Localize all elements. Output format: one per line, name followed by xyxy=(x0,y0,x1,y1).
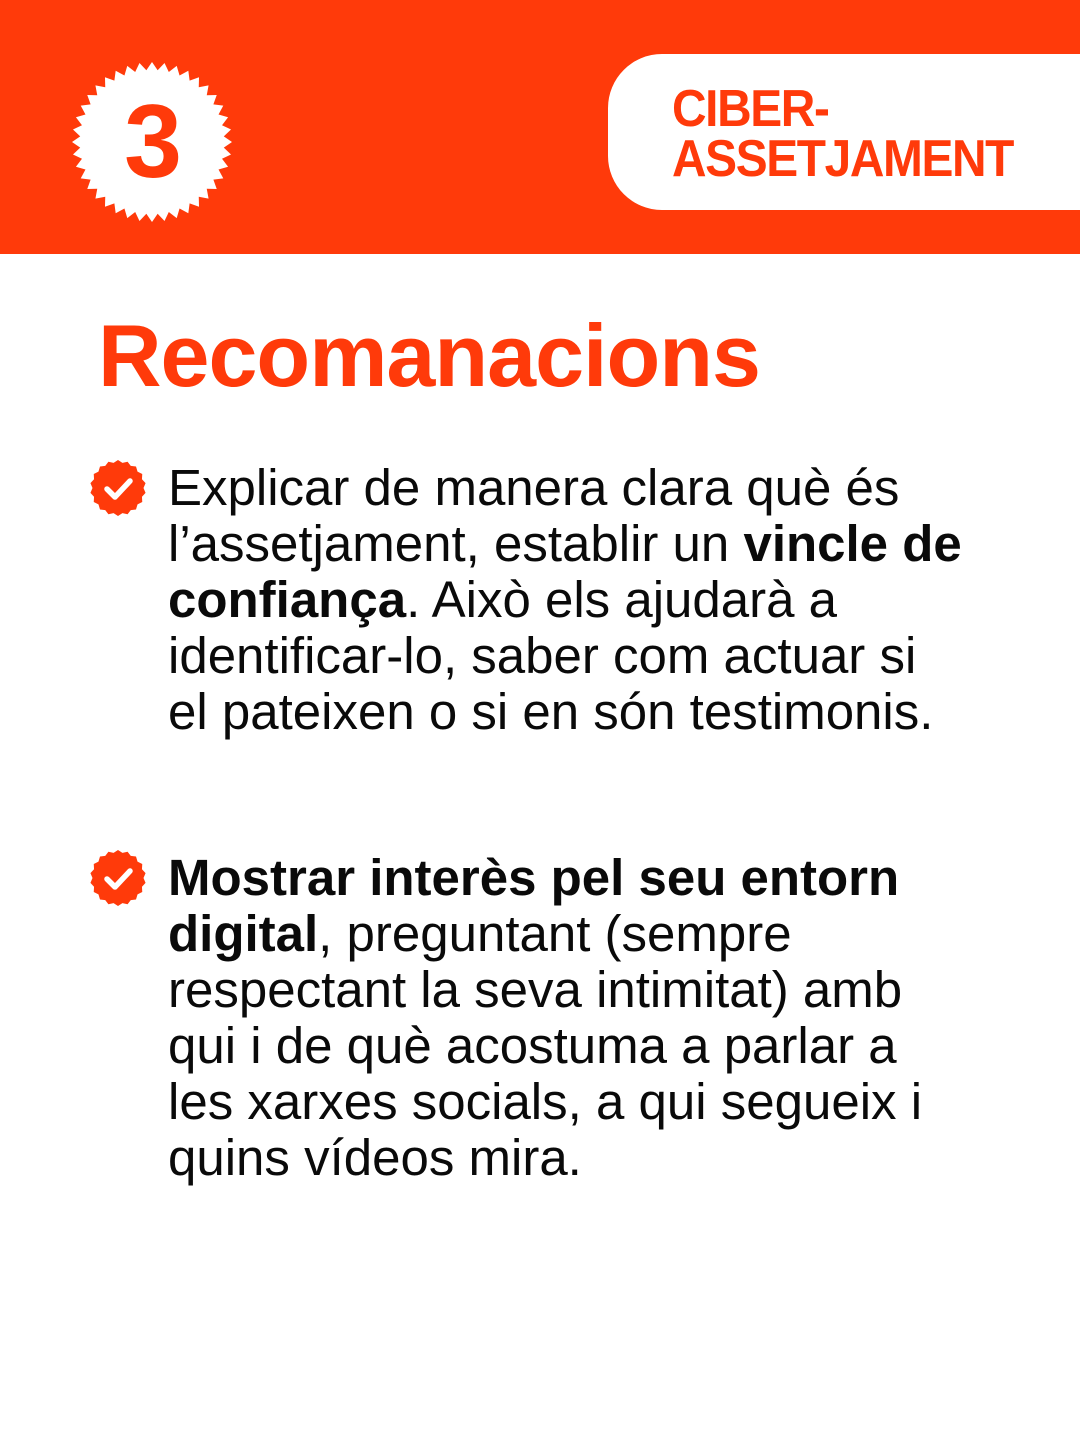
category-label-line-2: ASSETJAMENT xyxy=(672,130,1014,188)
recommendation-emphasis: Mostrar interès pel seu entorn digital xyxy=(168,849,900,962)
recommendation-text: Mostrar interès pel seu entorn digital, preguntant (sempre respectant la seva intimitat) amb qui i de què acostuma a parlar a les xarxes socials, a qui segueix i quins vídeos mira. xyxy=(168,849,923,1186)
page-title: Recomanacions xyxy=(98,306,760,405)
category-tag xyxy=(608,54,1080,210)
category-label-line-1: CIBER- xyxy=(672,80,829,138)
category-label xyxy=(672,80,1014,188)
recommendation-text: Explicar de manera clara què és l’assetjament, establir un vincle de confiança. Això els ajudarà a identificar-lo, saber com actuar si el pateixen o si en són testimonis. xyxy=(168,459,962,740)
number-badge xyxy=(72,62,232,222)
header-banner xyxy=(0,0,1080,254)
check-circle-icon xyxy=(90,460,146,516)
badge-number: 3 xyxy=(124,84,180,200)
recommendation-emphasis: vincle de confiança xyxy=(168,515,962,628)
check-circle-icon xyxy=(90,850,146,906)
